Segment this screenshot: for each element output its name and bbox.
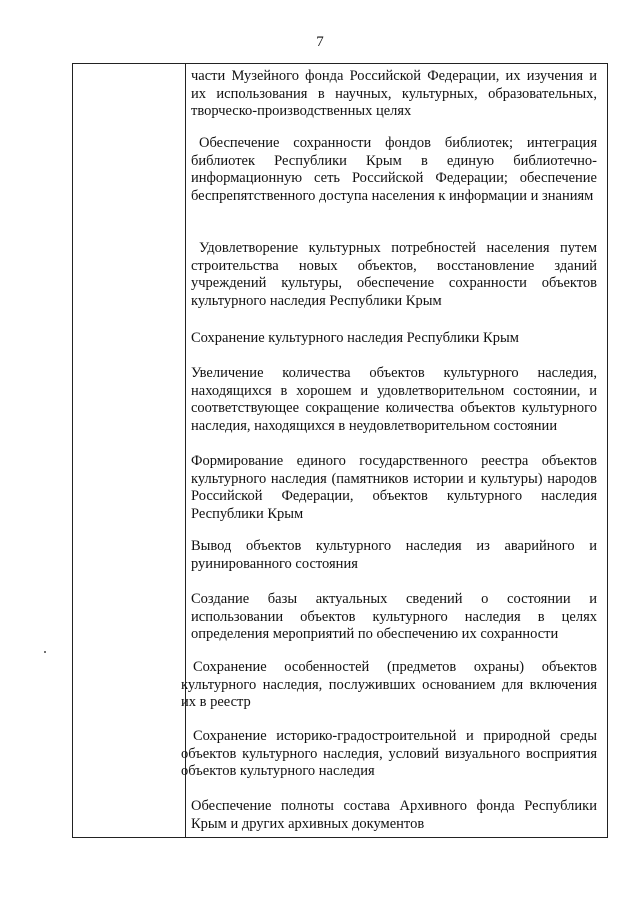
paragraph: части Музейного фонда Российской Федерации, их изучения и их использования в научных, культурных, образовательных, творческо-производственных целях <box>191 68 597 120</box>
page-number: 7 <box>316 34 324 50</box>
scan-artifact-dot <box>44 651 46 653</box>
paragraph: Сохранение особенностей (предметов охраны) объектов культурного наследия, послуживших основанием для включения их в реестр <box>181 659 597 711</box>
paragraph: Обеспечение полноты состава Архивного фонда Республики Крым и других архивных документов <box>191 798 597 832</box>
paragraph: Вывод объектов культурного наследия из аварийного и руинированного состояния <box>191 538 597 572</box>
paragraph: Сохранение культурного наследия Республики Крым <box>191 330 519 346</box>
paragraph: Обеспечение сохранности фондов библиотек; интеграция библиотек Республики Крым в единую библиотечно-информационную сеть Российской Федерации; обеспечение беспрепятственного доступа населения к информации и знаниям <box>191 135 597 204</box>
paragraph: Удовлетворение культурных потребностей населения путем строительства новых объектов, восстановление зданий учреждений культуры, обеспечение сохранности объектов культурного наследия Республики Крым <box>191 240 597 309</box>
goals-table <box>72 63 608 838</box>
paragraph: Увеличение количества объектов культурного наследия, находящихся в хорошем и удовлетворительном состоянии, и соответствующее сокращение количества объектов культурного наследия, находящихся в неудовлетворительном состоянии <box>191 365 597 434</box>
paragraph: Сохранение историко-градостроительной и природной среды объектов культурного наследия, условий визуального восприятия объектов культурного наследия <box>181 728 597 780</box>
column-divider <box>185 64 186 837</box>
paragraph: Создание базы актуальных сведений о состоянии и использовании объектов культурного наследия в целях определения мероприятий по обеспечению их сохранности <box>191 591 597 643</box>
goals-cell <box>181 64 597 837</box>
paragraph: Формирование единого государственного реестра объектов культурного наследия (памятников истории и культуры) народов Российской Федерации, объектов культурного наследия Республики Крым <box>191 453 597 522</box>
